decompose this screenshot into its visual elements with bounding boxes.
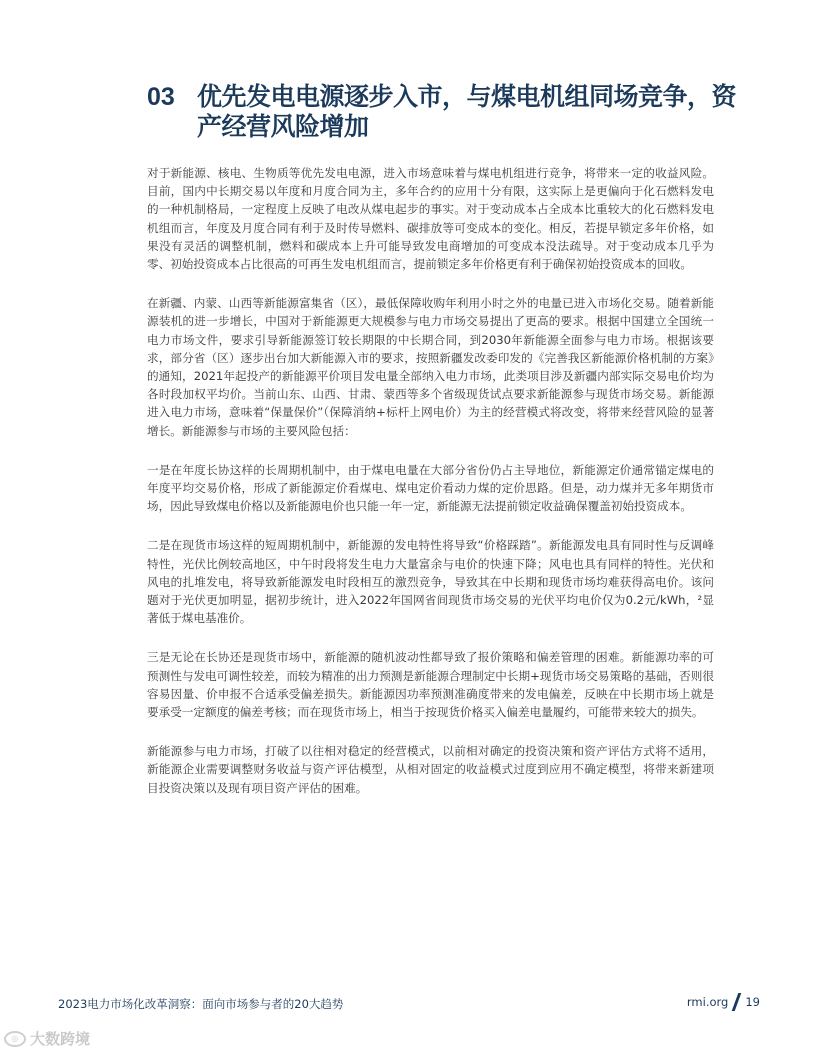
footer-page-info [687,993,760,1011]
footer-site-link[interactable]: rmi.org [686,995,729,1009]
body-text [147,164,714,818]
watermark-logo-icon: ◎ [4,1031,26,1047]
paragraph: 对于新能源、核电、生物质等优先发电电源，进入市场意味着与煤电机组进行竞争，将带来一定的收益风险。目前，国内中长期交易以年度和月度合同为主，多年合约的应用十分有限，这实际上是更偏向于化石燃料发电的一种机制格局，一定程度上反映了电改从煤电起步的事实。对于变动成本占全成本比重较大的化石燃料发电机组而言，年度及月度合同有利于及时传导燃料、碳排放等可变成本的变化。相反，若提早锁定多年价格，如果没有灵活的调整机制，燃料和碳成本上升可能导致发电商增加的可变成本没法疏导。对于变动成本几乎为零、初始投资成本占比很高的可再生发电机组而言，提前锁定多年价格更有利于确保初始投资成本的回收。 [147,166,714,272]
section-number: 03 [147,83,175,111]
watermark-text: 大数跨境 [30,1030,91,1048]
page-number: 19 [745,995,760,1009]
section-heading [147,82,747,142]
footer-report-title: 2023电力市场化改革洞察：面向市场参与者的20大趋势 [58,997,344,1011]
paragraph: 三是无论在长协还是现货市场中，新能源的随机波动性都导致了报价策略和偏差管理的困难。新能源功率的可预测性与发电可调性较差，而较为精准的出力预测是新能源合理制定中长期+现货市场交易策略的基础，否则很容易因量、价申报不合适承受偏差损失。新能源因功率预测准确度带来的发电偏差，反映在中长期市场上就是要承受一定额度的偏差考核；而在现货市场上，相当于按现货价格买入偏差电量履约，可能带来较大的损失。 [147,650,714,720]
slash-divider [732,993,742,1011]
paragraph: 一是在年度长协这样的长周期机制中，由于煤电电量在大部分省份仍占主导地位，新能源定价通常锚定煤电的年度平均交易价格，形成了新能源定价看煤电、煤电定价看动力煤的定价思路。但是，动力煤并无多年期货市场，因此导致煤电价格以及新能源电价也只能一年一定，新能源无法提前锁定收益确保覆盖初始投资成本。 [147,462,714,514]
section-title: 优先发电电源逐步入市，与煤电机组同场竞争，资产经营风险增加 [197,82,737,141]
paragraph: 新能源参与电力市场，打破了以往相对稳定的经营模式，以前相对确定的投资决策和资产评估方式将不适用，新能源企业需要调整财务收益与资产评估模型，从相对固定的收益模式过度到应用不确定模型，将带来新建项目投资决策以及现有项目资产评估的困难。 [147,744,714,795]
paragraph: 二是在现货市场这样的短周期机制中，新能源的发电特性将导致“价格踩踏”。新能源发电具有同时性与反调峰特性，光伏比例较高地区，中午时段将发生电力大量富余与电价的快速下降；风电也具有同样的特性。光伏和风电的扎堆发电，将导致新能源发电时段相互的激烈竞争，导致其在中长期和现货市场均难获得高电价。该问题对于光伏更加明显，据初步统计，进入2022年国网省间现货市场交易的光伏平均电价仅为0.2元/kWh，²显著低于煤电基准价。 [147,538,714,626]
watermark [4,1028,90,1049]
paragraph: 在新疆、内蒙、山西等新能源富集省（区），最低保障收购年利用小时之外的电量已进入市场化交易。随着新能源装机的进一步增长，中国对于新能源更大规模参与电力市场交易提出了更高的要求。根据中国建立全国统一电力市场文件，要求引导新能源签订较长期限的中长期合同，到2030年新能源全面参与电力市场。根据该要求，部分省（区）逐步出台加大新能源入市的要求，按照新疆发改委印发的《完善我区新能源价格机制的方案》的通知，2021年起投产的新能源平价项目发电量全部纳入电力市场，此类项目涉及新疆内部实际交易电价均为各时段加权平均价。当前山东、山西、甘肃、蒙西等多个省级现货试点要求新能源参与现货市场交易。新能源进入电力市场，意味着“保量保价”（保障消纳+标杆上网电价）为主的经营模式将改变，将带来经营风险的显著增长。新能源参与市场的主要风险包括： [147,296,714,438]
